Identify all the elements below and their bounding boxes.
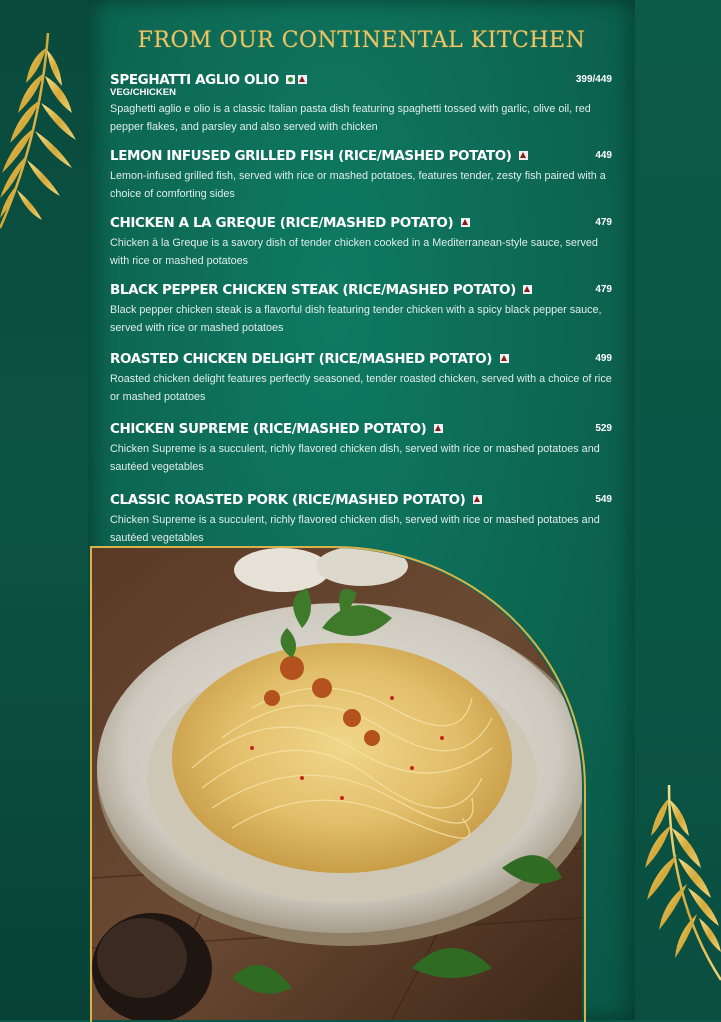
non-veg-indicator-icon (298, 75, 307, 84)
non-veg-indicator-icon (461, 218, 470, 227)
menu-item-price: 479 (595, 284, 612, 295)
non-veg-indicator-icon (434, 424, 443, 433)
menu-item-price: 399/449 (575, 74, 612, 85)
menu-item-header (110, 71, 612, 89)
menu-item-name: CLASSIC ROASTED PORK (RICE/MASHED POTATO) (110, 492, 466, 508)
menu-item-header (110, 420, 612, 438)
golden-palm-leaf-icon (0, 28, 80, 233)
menu-item-subtitle: VEG/CHICKEN (110, 87, 176, 98)
menu-item-name: CHICKEN A LA GREQUE (RICE/MASHED POTATO) (110, 215, 454, 231)
menu-item-description: Chicken à la Greque is a savory dish of tender chicken cooked in a Mediterranean-style sauce, served with rice or mashed potatoes (110, 237, 598, 267)
non-veg-indicator-icon (473, 495, 482, 504)
menu-item-name: ROASTED CHICKEN DELIGHT (RICE/MASHED POTATO) (110, 351, 493, 367)
menu-item-description: Roasted chicken delight features perfectly seasoned, tender roasted chicken, served with a choice of rice or mashed potatoes (110, 373, 612, 403)
menu-item-price: 499 (595, 353, 612, 364)
menu-item-price: 549 (595, 494, 612, 505)
non-veg-indicator-icon (500, 354, 509, 363)
menu-item-description: Chicken Supreme is a succulent, richly flavored chicken dish, served with rice or mashed potatoes and sautéed vegetables (110, 514, 600, 544)
menu-item-header (110, 350, 612, 368)
menu-item (110, 350, 612, 406)
page-title: FROM OUR CONTINENTAL KITCHEN (137, 28, 586, 53)
menu-item-description: Black pepper chicken steak is a flavorful dish featuring tender chicken with a spicy black pepper sauce, served with rice or mashed potatoes (110, 304, 602, 334)
menu-item (110, 147, 612, 203)
menu-item (110, 214, 612, 270)
menu-item (110, 491, 612, 547)
veg-indicator-icon (286, 75, 295, 84)
menu-item-price: 449 (595, 150, 612, 161)
golden-palm-leaf-icon (639, 780, 721, 985)
menu-item-header (110, 214, 612, 232)
menu-item-name: LEMON INFUSED GRILLED FISH (RICE/MASHED POTATO) (110, 148, 512, 164)
non-veg-indicator-icon (523, 285, 532, 294)
menu-item-name: SPEGHATTI AGLIO OLIO (110, 72, 279, 88)
food-photo (92, 548, 582, 1020)
menu-item-description: Chicken Supreme is a succulent, richly flavored chicken dish, served with rice or mashed potatoes and sautéed vegetables (110, 443, 600, 473)
menu-item-header (110, 491, 612, 509)
spaghetti-illustration (92, 548, 582, 1020)
menu-item-description: Spaghetti aglio e olio is a classic Italian pasta dish featuring spaghetti tossed with garlic, olive oil, red pepper flakes, and parsley and also served with chicken (110, 103, 591, 133)
menu-item-price: 529 (595, 423, 612, 434)
menu-item-price: 479 (595, 217, 612, 228)
menu-item (110, 281, 612, 337)
menu-item (110, 71, 612, 136)
menu-item (110, 420, 612, 476)
menu-item-name: BLACK PEPPER CHICKEN STEAK (RICE/MASHED POTATO) (110, 282, 516, 298)
non-veg-indicator-icon (519, 151, 528, 160)
menu-item-description: Lemon-infused grilled fish, served with rice or mashed potatoes, features tender, zesty fish paired with a choice of comforting sides (110, 170, 606, 200)
menu-item-header (110, 281, 612, 299)
menu-item-header (110, 147, 612, 165)
menu-item-name: CHICKEN SUPREME (RICE/MASHED POTATO) (110, 421, 427, 437)
